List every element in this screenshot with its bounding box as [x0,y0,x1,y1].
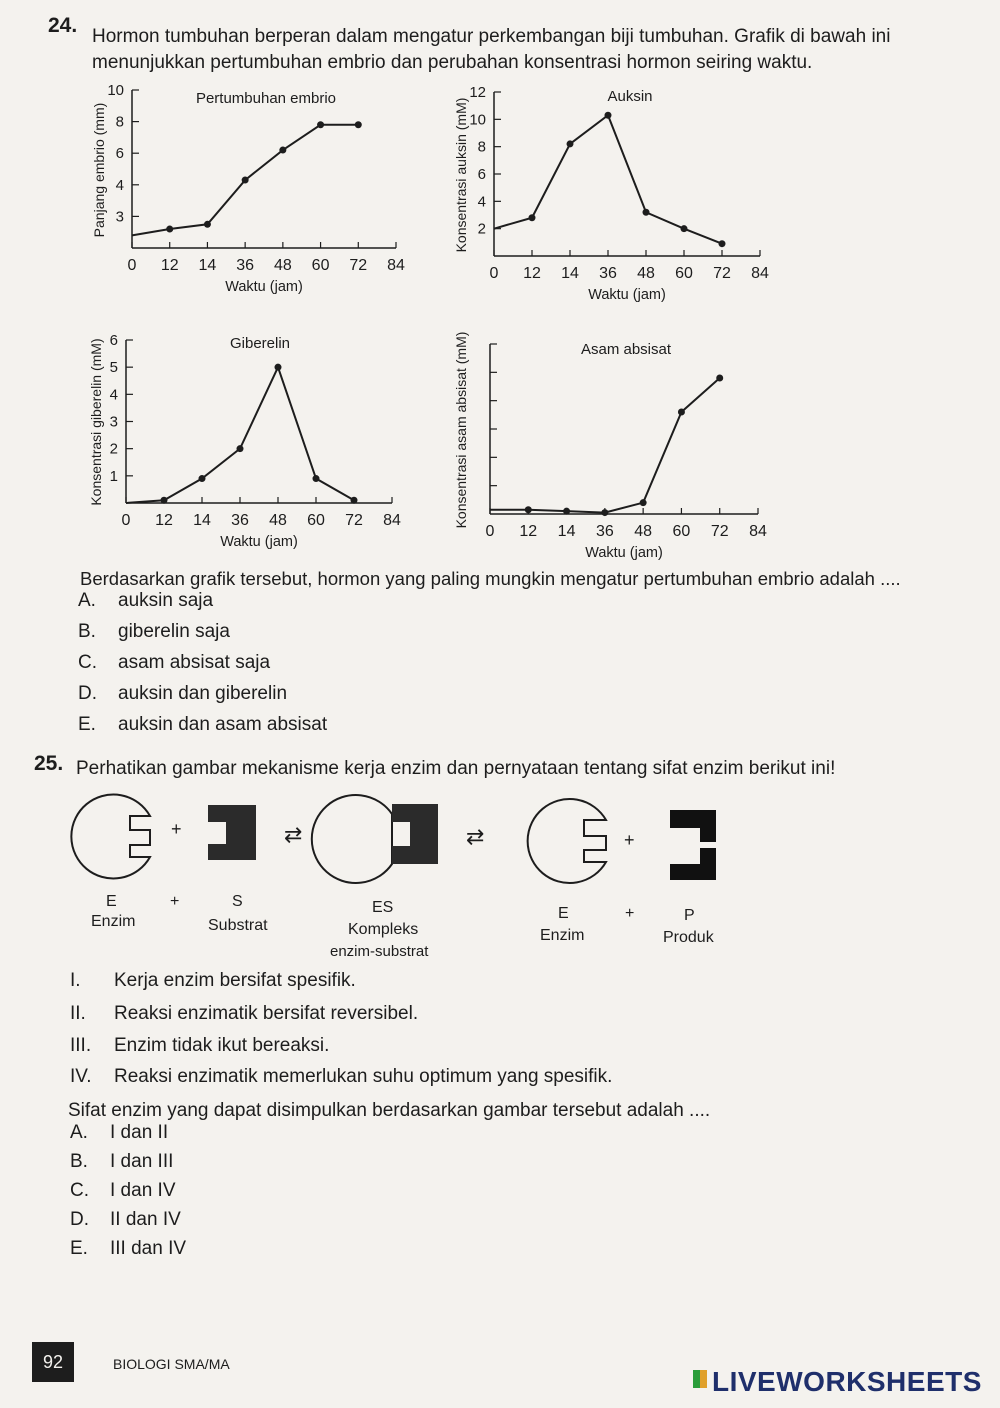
data-point [605,112,612,119]
x-tick-label: 14 [193,512,211,529]
data-point [275,364,282,371]
x-tick-label: 84 [749,523,767,540]
statement-roman: II. [70,1003,86,1024]
x-tick-label: 72 [349,257,368,274]
data-point [678,409,685,416]
answer-option[interactable] [70,1238,186,1260]
answer-option[interactable] [70,1180,176,1202]
label-es-name-2: enzim-substrat [330,943,429,960]
statement-roman: IV. [70,1066,92,1087]
x-tick-label: 14 [561,265,579,282]
y-tick-label: 8 [115,113,124,131]
brand-logo-icon [693,1370,707,1388]
product-piece-bottom [670,848,716,880]
data-point [640,499,647,506]
option-letter: D. [78,683,97,704]
statement-text: Kerja enzim bersifat spesifik. [114,970,356,991]
brand-name: LIVEWORKSHEETS [712,1366,982,1397]
x-tick-label: 0 [485,523,495,540]
option-text: asam absisat saja [118,652,271,673]
x-tick-label: 14 [198,257,217,274]
option-text: auksin dan giberelin [118,683,288,704]
y-tick-label: 5 [109,359,118,377]
x-tick-label: 48 [637,265,655,282]
option-text: giberelin saja [118,621,230,642]
y-axis-label: Konsentrasi asam absisat (mM) [453,331,469,529]
y-axis-label: Konsentrasi auksin (mM) [453,97,469,253]
x-tick-label: 12 [519,523,538,540]
plus-sign-2: + [624,830,635,850]
chart-embryo-growth [91,82,405,295]
x-tick-label: 84 [383,512,401,529]
answer-option[interactable] [78,621,230,643]
label-plus-1: + [170,893,180,910]
label-substrate: Substrat [208,917,268,934]
option-letter: A. [78,590,96,611]
x-tick-label: 72 [345,512,363,529]
option-text: I dan II [110,1122,169,1143]
x-tick-label: 60 [672,523,691,540]
x-tick-label: 60 [311,257,330,274]
statement-text: Enzim tidak ikut bereaksi. [114,1035,330,1056]
data-point [161,497,168,504]
option-letter: A. [70,1122,88,1143]
x-tick-label: 0 [121,512,131,529]
chart-auxin [453,84,769,303]
label-s-letter: S [232,893,243,910]
question-24-intro-line-1: Hormon tumbuhan berperan dalam mengatur perkembangan biji tumbuhan. Grafik di bawah ini [92,26,891,47]
y-axis-label: Panjang embrio (mm) [91,102,107,238]
chart-title: Giberelin [229,335,291,352]
series-line [126,367,354,503]
label-product: Produk [663,929,714,946]
y-tick-label: 1 [109,467,118,485]
x-axis-label: Waktu (jam) [225,279,303,295]
equilibrium-arrows-2: ⇄ [466,824,485,849]
data-point [237,445,244,452]
answer-option[interactable] [70,1151,173,1173]
data-point [204,221,211,228]
chart-title: Auksin [607,88,653,105]
y-tick-label: 2 [109,440,118,458]
x-tick-label: 0 [489,265,499,282]
x-tick-label: 60 [675,265,693,282]
statement-roman: I. [70,970,81,991]
data-point [601,509,608,516]
question-25-intro: Perhatikan gambar mekanisme kerja enzim dan pernyataan tentang sifat enzim berikut ini! [76,758,836,779]
question-25-number: 25. [34,752,64,775]
chart-title: Asam absisat [580,341,672,358]
y-tick-label: 12 [469,84,486,101]
x-tick-label: 0 [127,257,137,274]
question-24-intro-line-2: menunjukkan pertumbuhan embrio dan perubahan konsentrasi hormon seiring waktu. [92,52,813,73]
data-point [355,121,362,128]
y-tick-label: 6 [477,166,486,183]
option-letter: B. [70,1151,88,1172]
label-enzyme-2: Enzim [540,927,585,944]
x-tick-label: 14 [557,523,576,540]
option-letter: C. [70,1180,89,1201]
answer-option[interactable] [78,714,327,736]
data-point [716,375,723,382]
y-tick-label: 4 [115,176,124,194]
x-tick-label: 84 [751,265,769,282]
chart-abscisic-acid [453,332,767,561]
x-tick-label: 36 [231,512,249,529]
statement-text: Reaksi enzimatik bersifat reversibel. [114,1003,419,1024]
data-point [529,214,536,221]
statement-item [70,1003,418,1025]
es-complex-shape [392,804,438,864]
chart-gibberellin [88,332,401,550]
statement-roman: III. [70,1035,92,1056]
option-letter: E. [78,714,96,735]
y-tick-label: 6 [109,332,118,349]
product-piece-top [670,810,716,842]
y-tick-label: 10 [107,82,124,99]
y-tick-label: 4 [477,193,486,211]
enzyme-shape-3 [528,799,606,883]
label-es-letter: ES [372,899,394,916]
enzyme-shape-1 [71,795,150,879]
question-25-prompt: Sifat enzim yang dapat disimpulkan berdasarkan gambar tersebut adalah .... [68,1100,711,1121]
y-tick-label: 6 [115,145,124,163]
x-tick-label: 48 [269,512,287,529]
question-24-number: 24. [48,14,78,37]
x-tick-label: 36 [595,523,614,540]
x-tick-label: 72 [713,265,731,282]
chart-title: Pertumbuhan embrio [195,90,337,107]
x-tick-label: 48 [634,523,653,540]
hormone-charts [0,0,1000,580]
data-point [199,475,206,482]
page-number: 92 [32,1342,74,1382]
option-text: auksin saja [118,590,214,611]
label-p-letter: P [684,907,695,924]
x-axis-label: Waktu (jam) [220,534,298,550]
option-letter: B. [78,621,96,642]
y-tick-label: 4 [109,386,118,404]
x-tick-label: 36 [599,265,617,282]
y-axis-label: Konsentrasi giberelin (mM) [88,338,104,506]
y-tick-label: 3 [109,413,118,431]
option-letter: E. [70,1238,88,1259]
label-e-letter: E [106,893,117,910]
option-text: auksin dan asam absisat [118,714,328,735]
series-line [494,115,722,243]
answer-option[interactable] [78,683,287,705]
x-tick-label: 12 [155,512,173,529]
data-point [567,140,574,147]
option-text: I dan IV [110,1180,176,1201]
x-tick-label: 84 [387,257,405,274]
y-tick-label: 2 [477,220,486,238]
label-es-name-1: Kompleks [348,921,419,938]
plus-sign-1: + [171,819,182,839]
series-line [490,378,720,513]
answer-option[interactable] [78,652,270,674]
x-tick-label: 48 [273,257,292,274]
statement-item [70,970,356,992]
statement-item [70,1066,612,1088]
option-text: II dan IV [110,1209,181,1230]
data-point [242,177,249,184]
x-axis-label: Waktu (jam) [588,287,666,303]
question-24-prompt: Berdasarkan grafik tersebut, hormon yang paling mungkin mengatur pertumbuhan embrio adalah .... [80,568,901,589]
x-tick-label: 12 [160,257,179,274]
data-point [563,508,570,515]
data-point [351,497,358,504]
x-tick-label: 12 [523,265,541,282]
data-point [719,240,726,247]
label-e2-letter: E [558,905,569,922]
data-point [643,209,650,216]
statement-item [70,1035,329,1057]
data-point [681,225,688,232]
option-text: I dan III [110,1151,174,1172]
y-tick-label: 10 [469,111,486,129]
data-point [525,506,532,513]
enzyme-shape-2 [312,795,392,883]
option-text: III dan IV [110,1238,187,1259]
x-tick-label: 36 [236,257,255,274]
option-letter: D. [70,1209,89,1230]
x-tick-label: 72 [710,523,729,540]
statement-text: Reaksi enzimatik memerlukan suhu optimum yang spesifik. [114,1066,613,1087]
substrate-shape [208,805,256,860]
data-point [313,475,320,482]
answer-option[interactable] [70,1209,181,1231]
data-point [279,147,286,154]
y-tick-label: 3 [115,208,124,226]
answer-option[interactable] [70,1122,168,1144]
data-point [166,226,173,233]
equilibrium-arrows-1: ⇄ [284,822,303,847]
x-tick-label: 60 [307,512,325,529]
enzyme-mechanism-diagram [0,780,1000,960]
y-tick-label: 8 [477,138,486,156]
label-enzyme-1: Enzim [91,913,136,930]
book-title: BIOLOGI SMA/MA [113,1356,230,1372]
label-plus-2: + [625,905,635,922]
answer-option[interactable] [78,590,213,612]
option-letter: C. [78,652,97,673]
data-point [317,121,324,128]
x-axis-label: Waktu (jam) [585,545,663,561]
